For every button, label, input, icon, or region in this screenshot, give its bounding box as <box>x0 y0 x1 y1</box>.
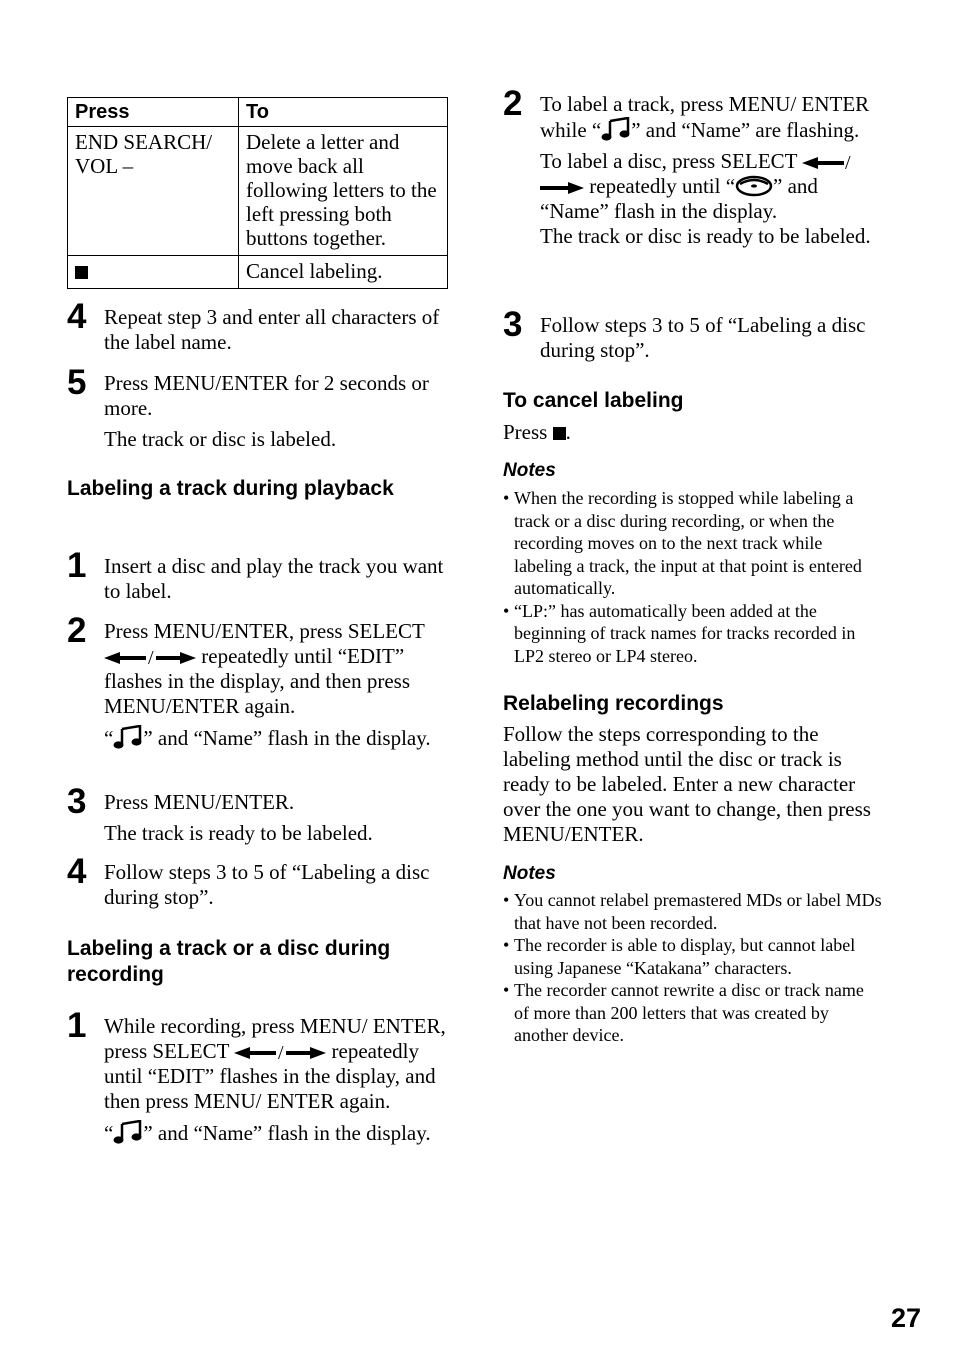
step-number: 5 <box>67 363 87 402</box>
step-result-text: ” and “Name” flash in the display. <box>143 1121 431 1145</box>
step-text: Insert a disc and play the track you want to label. <box>104 554 444 603</box>
section-title: Labeling a track during playback <box>67 477 394 500</box>
note-item: • The recorder is able to display, but cannot label using Japanese “Katakana” characters. <box>503 934 883 979</box>
table-header-row <box>68 98 448 127</box>
step-5 <box>67 363 451 452</box>
step-4 <box>67 852 451 910</box>
step-text-part: To label a disc, press SELECT <box>540 149 798 173</box>
step-text <box>104 619 451 719</box>
svg-text:/: / <box>845 156 851 171</box>
table-row <box>68 256 448 289</box>
page-number: 27 <box>891 1303 922 1333</box>
step-text: Follow steps 3 to 5 of “Labeling a disc during stop”. <box>104 860 430 909</box>
step-text <box>540 149 883 224</box>
select-right-arrow-icon <box>540 181 584 195</box>
step-number: 1 <box>67 546 87 585</box>
svg-text:/: / <box>148 651 154 666</box>
step-text-part: ” and “Name” are flashing. <box>631 118 860 142</box>
music-note-icon <box>113 725 143 749</box>
cancel-text-part: Press <box>503 420 548 444</box>
quote-open: “ <box>104 1121 114 1145</box>
step-2 <box>503 84 883 249</box>
section-title: Labeling a track or a disc during recording <box>67 937 391 986</box>
table-cell-to: Delete a letter and move back all following letters to the left pressing both buttons together. <box>239 127 448 256</box>
quote-open: “ <box>104 726 114 750</box>
step-result <box>104 1120 451 1146</box>
note-item: • “LP:” has automatically been added at the beginning of track names for tracks recorded in LP2 stereo or LP4 stereo. <box>503 600 883 668</box>
step-number: 3 <box>503 305 523 344</box>
step-1 <box>67 1006 451 1146</box>
step-text: Press MENU/ENTER. <box>104 790 295 814</box>
step-text-part: While recording, press MENU/ ENTER, press SELECT <box>104 1014 446 1063</box>
table-row <box>68 127 448 256</box>
stop-icon <box>553 427 566 440</box>
step-result: The track is ready to be labeled. <box>104 821 373 845</box>
step-text <box>540 92 883 143</box>
step-number: 2 <box>503 84 523 123</box>
step-text <box>104 1014 451 1114</box>
select-left-arrow-icon <box>802 156 852 170</box>
notes-list <box>503 487 883 667</box>
step-number: 4 <box>67 297 87 336</box>
step-text-part: Press MENU/ENTER, press SELECT <box>104 619 425 643</box>
step-text: Repeat step 3 and enter all characters of the label name. <box>104 305 440 354</box>
stop-icon <box>75 266 88 279</box>
cancel-labeling-text <box>503 420 571 445</box>
select-arrows-icon <box>234 1046 326 1060</box>
step-2 <box>67 611 451 751</box>
notes-title: Notes <box>503 460 556 481</box>
table-cell-press: END SEARCH/ VOL – <box>68 127 239 256</box>
notes-title: Notes <box>503 863 556 884</box>
music-note-icon <box>601 117 631 141</box>
relabel-text: Follow the steps corresponding to the labeling method until the disc or track is ready to be labeled. Enter a new character over the one you want to change, then press MENU/ENTER. <box>503 722 871 846</box>
table-cell-press <box>68 256 239 289</box>
step-number: 1 <box>67 1006 87 1045</box>
note-item: • When the recording is stopped while labeling a track or a disc during recording, or when the recording moves on to the next track while labeling a track, the input at that point is entered automatically. <box>503 487 883 600</box>
table-header-to: To <box>239 98 448 127</box>
notes-list <box>503 889 883 1047</box>
note-item: • You cannot relabel premastered MDs or label MDs that have not been recorded. <box>503 889 883 934</box>
step-4 <box>67 297 451 355</box>
step-text: Press MENU/ENTER for 2 seconds or more. <box>104 371 429 420</box>
table-header-press: Press <box>68 98 239 127</box>
step-result-text: ” and “Name” flash in the display. <box>143 726 431 750</box>
step-text-part: To label a track, press MENU/ ENTER while “ <box>540 92 870 142</box>
step-number: 4 <box>67 852 87 891</box>
cancel-text-part: . <box>565 420 571 444</box>
step-3 <box>67 782 451 846</box>
step-text-part: repeatedly until “EDIT” flashes in the display, and then press MENU/ ENTER again. <box>104 1039 436 1113</box>
music-note-icon <box>113 1120 143 1144</box>
step-text-part: repeatedly until “ <box>589 174 736 198</box>
step-1 <box>67 546 451 604</box>
step-number: 3 <box>67 782 87 821</box>
note-item: • The recorder cannot rewrite a disc or track name of more than 200 letters that was created by another device. <box>503 979 883 1047</box>
step-result: The track or disc is ready to be labeled. <box>540 224 871 248</box>
step-3 <box>503 305 883 363</box>
step-text: Follow steps 3 to 5 of “Labeling a disc during stop”. <box>540 313 866 362</box>
cancel-labeling-title: To cancel labeling <box>503 389 684 412</box>
step-result: The track or disc is labeled. <box>104 427 337 451</box>
step-text-part: ” and “Name” flash in the display. <box>540 174 818 223</box>
step-text-part: repeatedly until “EDIT” flashes in the display, and then press MENU/ENTER again. <box>104 644 410 718</box>
disc-icon <box>735 175 773 197</box>
step-number: 2 <box>67 611 87 650</box>
table-cell-to: Cancel labeling. <box>239 256 448 289</box>
relabel-title: Relabeling recordings <box>503 692 724 715</box>
step-result <box>104 725 451 751</box>
svg-text:/: / <box>278 1046 284 1061</box>
press-to-table <box>67 97 448 289</box>
select-arrows-icon <box>104 651 196 665</box>
